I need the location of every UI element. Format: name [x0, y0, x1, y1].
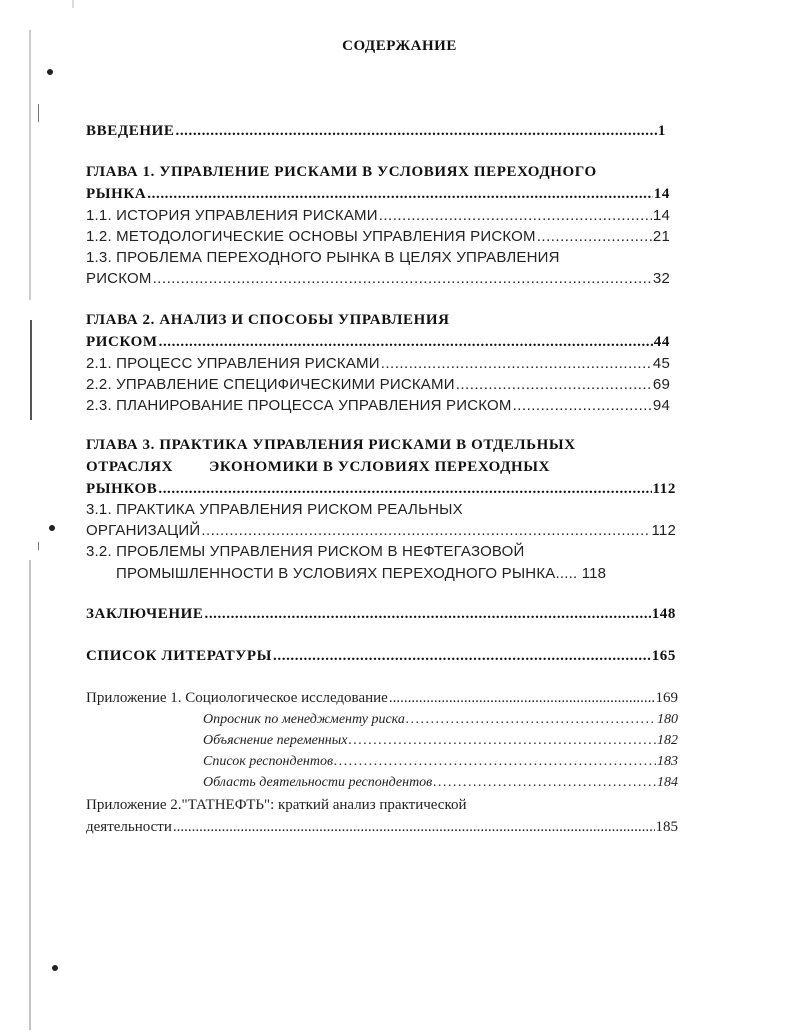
toc-page-number: 169	[655, 690, 678, 706]
toc-page-number: 14	[652, 207, 670, 224]
toc-entry-label: Приложение 1. Социологическое исследование	[86, 690, 388, 706]
dot-leader	[379, 208, 652, 223]
toc-entry-conclusion[interactable]	[86, 607, 676, 622]
dot-leader	[381, 356, 652, 371]
toc-entry-references[interactable]	[86, 649, 676, 664]
toc-page-number: 112	[652, 481, 676, 497]
dot-leader	[406, 713, 656, 727]
dot-leader	[201, 523, 650, 538]
toc-entry-label: РИСКОМ	[86, 334, 158, 350]
toc-entry-label: Область деятельности респондентов	[203, 775, 433, 790]
toc-page-number: 112	[651, 522, 676, 539]
dot-leader	[513, 398, 652, 413]
toc-page-number: 185	[655, 819, 678, 835]
toc-entry-label: ЗАКЛЮЧЕНИЕ	[86, 606, 204, 622]
dot-leader	[273, 649, 651, 664]
toc-page-number: 183	[657, 754, 678, 769]
dot-leader	[348, 734, 656, 748]
chapter-1-heading: ГЛАВА 1. УПРАВЛЕНИЕ РИСКАМИ В УСЛОВИЯХ ПЕРЕХОДНОГО	[86, 164, 597, 180]
toc-entry-section-2-3[interactable]	[86, 398, 670, 413]
toc-page-number: 32	[652, 270, 670, 287]
dot-leader	[537, 229, 652, 244]
toc-page-number: 45	[652, 355, 670, 372]
toc-page-number: 14	[653, 186, 670, 202]
dot-leader	[456, 377, 652, 392]
toc-entry-label: Объяснение переменных	[203, 733, 348, 748]
dot-leader	[433, 776, 656, 790]
toc-entry-label: ВВЕДЕНИЕ	[86, 123, 175, 139]
toc-entry-appendix-1-item-2[interactable]	[203, 734, 678, 748]
toc-entry-appendix-2-cont[interactable]	[86, 820, 678, 835]
toc-entry-label: деятельности	[86, 819, 172, 835]
toc-entry-chapter-3[interactable]	[86, 482, 676, 497]
toc-entry-label: РЫНКА	[86, 186, 147, 202]
dot-leader	[153, 271, 652, 286]
toc-entry-appendix-1-item-3[interactable]	[203, 755, 678, 769]
toc-page-number: 94	[652, 397, 670, 414]
toc-entry-appendix-1-item-4[interactable]	[203, 776, 678, 790]
toc-entry-label: Опросник по менеджменту риска	[203, 712, 405, 727]
toc-page-number: 69	[652, 376, 670, 393]
toc-page-number: 180	[657, 712, 678, 727]
toc-entry-chapter-2[interactable]	[86, 335, 670, 350]
toc-entry-appendix-1[interactable]	[86, 691, 678, 706]
toc-entry-label: 1.1. ИСТОРИЯ УПРАВЛЕНИЯ РИСКАМИ	[86, 207, 378, 224]
toc-page-number: 44	[653, 334, 670, 350]
toc-entry-section-3-2[interactable]: 3.2. ПРОБЛЕМЫ УПРАВЛЕНИЯ РИСКОМ В НЕФТЕГАЗОВОЙ	[86, 543, 525, 560]
toc-entry-appendix-1-item-1[interactable]	[203, 713, 678, 727]
toc-page-number: 118	[581, 565, 607, 582]
toc-entry-chapter-1[interactable]	[86, 187, 670, 202]
toc-entry-label: Список респондентов	[203, 754, 334, 769]
dot-leader	[173, 820, 655, 835]
toc-entry-section-1-3[interactable]: 1.3. ПРОБЛЕМА ПЕРЕХОДНОГО РЫНКА В ЦЕЛЯХ УПРАВЛЕНИЯ	[86, 249, 560, 266]
toc-page-number: 165	[651, 648, 676, 664]
toc-entry-label: СПИСОК ЛИТЕРАТУРЫ	[86, 648, 273, 664]
chapter-3-heading-part-b: ЭКОНОМИКИ В УСЛОВИЯХ ПЕРЕХОДНЫХ	[209, 459, 551, 475]
toc-entry-appendix-2[interactable]: Приложение 2."ТАТНЕФТЬ": краткий анализ практической	[86, 797, 467, 813]
toc-entry-label: РИСКОМ	[86, 270, 152, 287]
toc-entry-section-1-2[interactable]	[86, 229, 670, 244]
toc-entry-section-1-3-cont[interactable]	[86, 271, 670, 286]
toc-entry-section-3-1-cont[interactable]	[86, 523, 676, 538]
toc-entry-section-3-1[interactable]: 3.1. ПРАКТИКА УПРАВЛЕНИЯ РИСКОМ РЕАЛЬНЫХ	[86, 501, 463, 518]
dot-leader	[389, 691, 655, 706]
toc-entry-label: ПРОМЫШЛЕННОСТИ В УСЛОВИЯХ ПЕРЕХОДНОГО РЫНКА.....	[116, 565, 578, 582]
toc-page-number: 1	[657, 123, 666, 139]
chapter-3-heading-part-a: ОТРАСЛЯХ	[86, 459, 174, 475]
toc-entry-label: РЫНКОВ	[86, 481, 158, 497]
dot-leader	[147, 187, 653, 202]
dot-leader	[175, 124, 656, 139]
toc-entry-label: ОРГАНИЗАЦИЙ	[86, 522, 201, 539]
toc-page-number: 148	[651, 606, 676, 622]
toc-entry-label: 2.3. ПЛАНИРОВАНИЕ ПРОЦЕССА УПРАВЛЕНИЯ РИСКОМ	[86, 397, 512, 414]
toc-title: СОДЕРЖАНИЕ	[342, 38, 457, 54]
toc-entry-section-2-1[interactable]	[86, 356, 670, 371]
dot-leader	[158, 482, 651, 497]
dot-leader	[204, 607, 650, 622]
dot-leader	[334, 755, 656, 769]
toc-page-number: 184	[657, 775, 678, 790]
toc-entry-section-3-2-cont[interactable]	[116, 566, 606, 581]
toc-entry-section-2-2[interactable]	[86, 377, 670, 392]
toc-entry-label: 2.1. ПРОЦЕСС УПРАВЛЕНИЯ РИСКАМИ	[86, 355, 380, 372]
dot-leader	[159, 335, 653, 350]
chapter-3-heading-line-2	[86, 460, 550, 475]
toc-entry-intro[interactable]	[86, 124, 666, 139]
toc-page-number: 182	[657, 733, 678, 748]
chapter-2-heading: ГЛАВА 2. АНАЛИЗ И СПОСОБЫ УПРАВЛЕНИЯ	[86, 312, 450, 328]
toc-page-number: 21	[652, 228, 670, 245]
chapter-3-heading: ГЛАВА 3. ПРАКТИКА УПРАВЛЕНИЯ РИСКАМИ В ОТДЕЛЬНЫХ	[86, 437, 576, 453]
toc-entry-label: 2.2. УПРАВЛЕНИЕ СПЕЦИФИЧЕСКИМИ РИСКАМИ	[86, 376, 455, 393]
toc-entry-section-1-1[interactable]	[86, 208, 670, 223]
toc-entry-label: 1.2. МЕТОДОЛОГИЧЕСКИЕ ОСНОВЫ УПРАВЛЕНИЯ РИСКОМ	[86, 228, 536, 245]
